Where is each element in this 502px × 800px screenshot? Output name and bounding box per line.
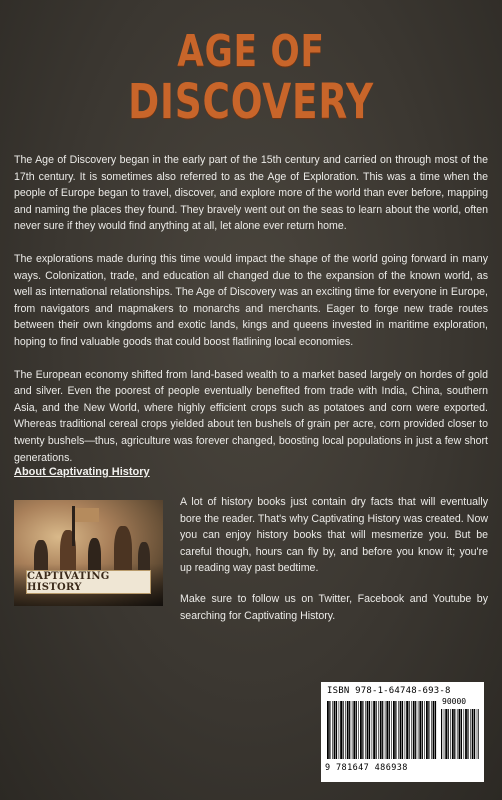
about-heading: About Captivating History <box>14 466 150 478</box>
publisher-image <box>14 500 163 606</box>
price-barcode-bars <box>441 709 479 759</box>
ean-number: 9 781647 486938 <box>325 763 408 773</box>
blurb-paragraph-1: The Age of Discovery began in the early part of the 15th century and carried on through most of the 17th century. It is sometimes also referred to as the Age of Exploration. This was a time when the people of Europe began to travel, discover, and explore more of the world than ever before, mapping and naming the places they found. They bravely went out on the seas to learn about the world, often never sure if they would find anything at all, let alone ever return home. <box>14 154 488 233</box>
cover-title <box>0 26 502 130</box>
flag-banner <box>75 508 99 522</box>
blurb-text <box>14 152 488 482</box>
title-line-1: AGE OF <box>177 26 325 77</box>
about-paragraph-2: Make sure to follow us on Twitter, Facebook and Youtube by searching for Captivating History. <box>180 592 488 622</box>
title-line-2: DISCOVERY <box>128 74 374 130</box>
blurb-paragraph-2: The explorations made during this time would impact the shape of the world going forward in many ways. Colonization, trade, and education all changed due to the expansion of the known world, as well as international relationships. The Age of Discovery was an exciting time for everyone in Europe, from navigators and mapmakers to monarchs and merchants. Eager to forge new trade routes between their own kingdoms and exotic lands, kings and queens invested in maritime exploration, hoping to find valuable goods that could boost flatlining local economies. <box>14 252 488 348</box>
publisher-logo-ribbon: CAPTIVATING HISTORY <box>26 570 151 594</box>
isbn-barcode <box>321 682 484 782</box>
price-code: 90000 <box>442 697 467 706</box>
about-paragraph-1: A lot of history books just contain dry facts that will eventually bore the reader. That's why Captivating History was created. Now you can enjoy history books that will mesmerize you. But be careful though, hours can fly by, and before you know it; you're up reading way past bedtime. <box>180 496 488 575</box>
isbn-number: ISBN 978-1-64748-693-8 <box>327 686 451 696</box>
about-text <box>180 494 488 638</box>
barcode-bars <box>327 701 437 759</box>
blurb-paragraph-3: The European economy shifted from land-based wealth to a market based largely on hordes of gold and silver. Even the poorest of people eventually benefited from trade with India, China, southern Asia, and the New World, where highly efficient crops such as potatoes and corn were exported. Whereas traditional cereal crops yielded about ten bushels of grain per acre, corn provided closer to twenty bushels—thus, agriculture was forever changed, boosting local populations in just a few short generations. <box>14 368 488 464</box>
